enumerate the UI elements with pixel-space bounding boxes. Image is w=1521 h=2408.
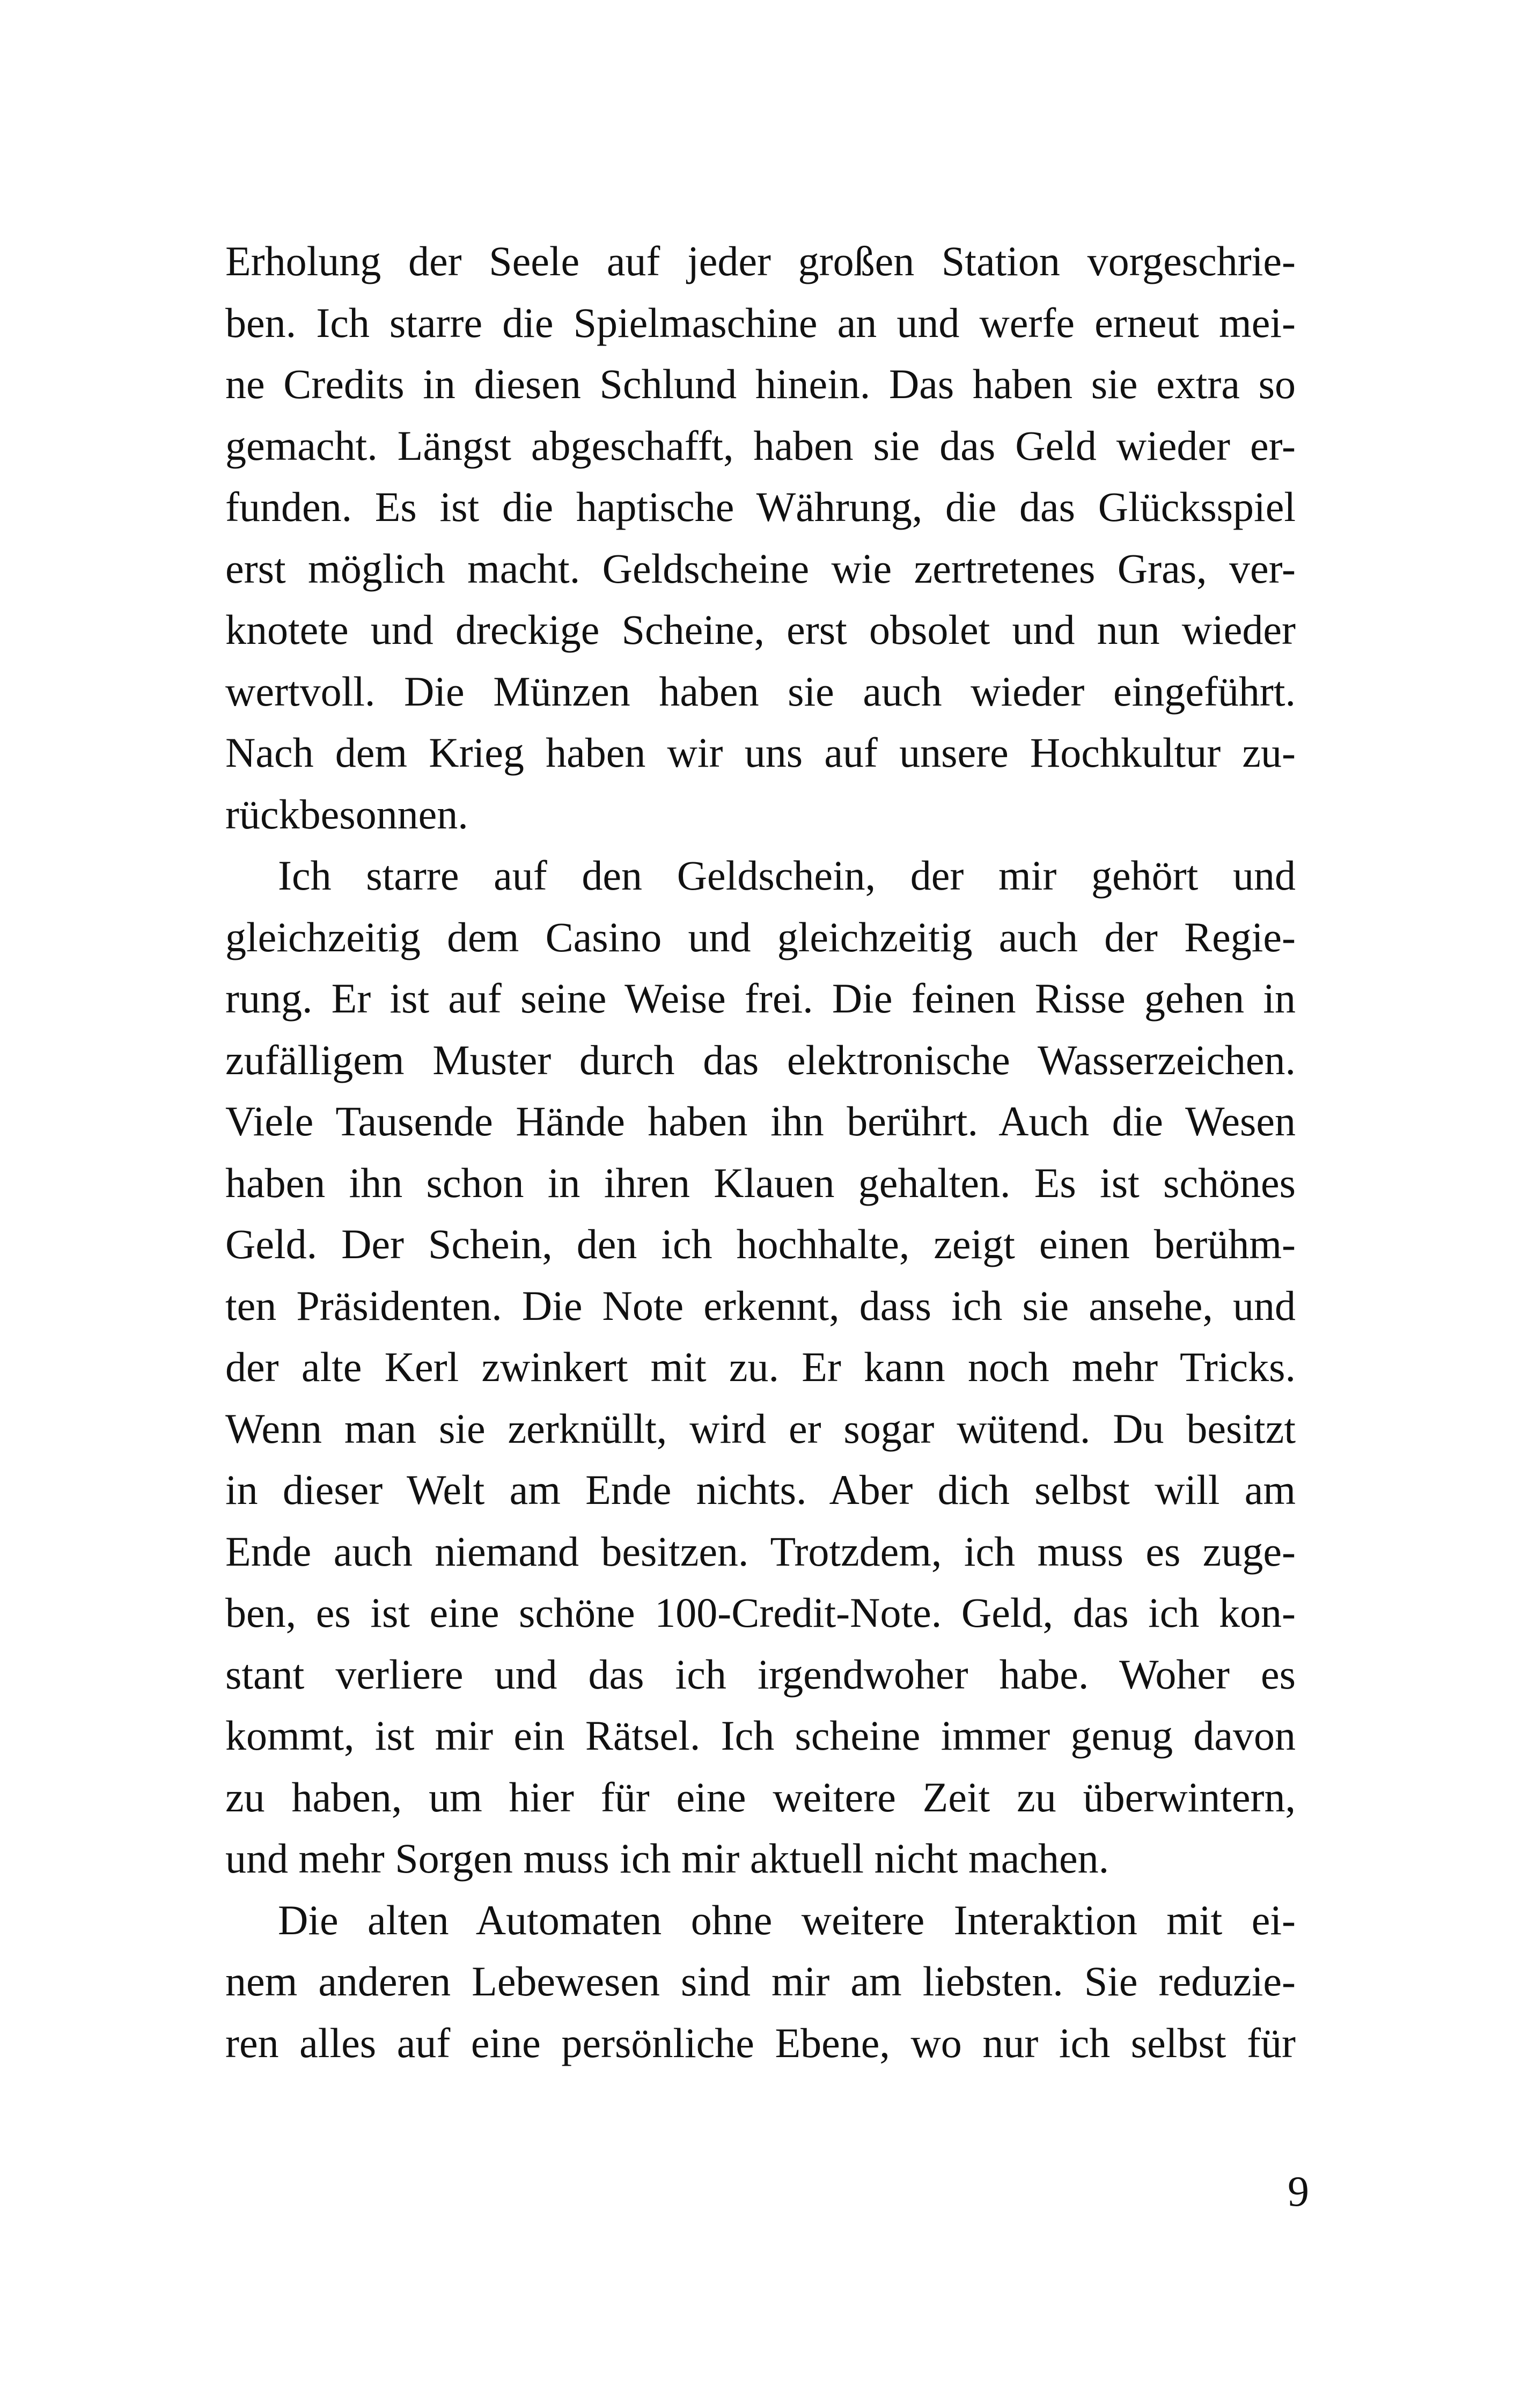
text-line: funden. Es ist die haptische Währung, die das Glücksspiel — [225, 483, 1296, 530]
paragraph-first-line: Ich starre auf den Geldschein, der mir gehört und — [278, 852, 1296, 899]
text-line: Wenn man sie zerknüllt, wird er sogar wütend. Du besitzt — [225, 1405, 1296, 1452]
paragraph-first-line: Die alten Automaten ohne weitere Interaktion mit ei- — [278, 1896, 1296, 1943]
text-line: zu haben, um hier für eine weitere Zeit zu überwintern, — [225, 1773, 1296, 1820]
text-line: zufälligem Muster durch das elektronische Wasserzeichen. — [225, 1036, 1296, 1083]
body-text — [225, 231, 1296, 2074]
text-line: kommt, ist mir ein Rätsel. Ich scheine immer genug davon — [225, 1712, 1296, 1759]
text-line: ben. Ich starre die Spielmaschine an und werfe erneut mei- — [225, 299, 1296, 346]
text-line: in dieser Welt am Ende nichts. Aber dich selbst will am — [225, 1466, 1296, 1513]
text-line: Ende auch niemand besitzen. Trotzdem, ich muss es zuge- — [225, 1528, 1296, 1575]
text-line: und mehr Sorgen muss ich mir aktuell nicht machen. — [225, 1835, 1109, 1882]
text-line: Viele Tausende Hände haben ihn berührt. Auch die Wesen — [225, 1098, 1296, 1144]
text-line: erst möglich macht. Geldscheine wie zertretenes Gras, ver- — [225, 545, 1296, 592]
text-line: Erholung der Seele auf jeder großen Station vorgeschrie- — [225, 238, 1296, 284]
text-line: rückbesonnen. — [225, 790, 468, 838]
text-line: nem anderen Lebewesen sind mir am liebsten. Sie reduzie- — [225, 1958, 1296, 2005]
text-line: ren alles auf eine persönliche Ebene, wo nur ich selbst für — [225, 2019, 1296, 2066]
text-line: Nach dem Krieg haben wir uns auf unsere Hochkultur zu- — [225, 729, 1296, 776]
text-line: haben ihn schon in ihren Klauen gehalten. Es ist schönes — [225, 1159, 1296, 1206]
text-line: ten Präsidenten. Die Note erkennt, dass ich sie ansehe, und — [225, 1282, 1296, 1329]
page-number: 9 — [1288, 2168, 1309, 2215]
text-line: knotete und dreckige Scheine, erst obsolet und nun wieder — [225, 606, 1296, 653]
text-line: wertvoll. Die Münzen haben sie auch wieder eingeführt. — [225, 667, 1296, 715]
text-line: ben, es ist eine schöne 100-Credit-Note. Geld, das ich kon- — [225, 1589, 1296, 1636]
text-line: gleichzeitig dem Casino und gleichzeitig auch der Regie- — [225, 913, 1296, 960]
text-line: stant verliere und das ich irgendwoher habe. Woher es — [225, 1650, 1296, 1698]
text-line: rung. Er ist auf seine Weise frei. Die feinen Risse gehen in — [225, 975, 1296, 1022]
text-line: Geld. Der Schein, den ich hochhalte, zeigt einen berühm- — [225, 1221, 1296, 1267]
text-line: gemacht. Längst abgeschafft, haben sie das Geld wieder er- — [225, 422, 1296, 469]
text-line: der alte Kerl zwinkert mit zu. Er kann noch mehr Tricks. — [225, 1344, 1296, 1390]
text-line: ne Credits in diesen Schlund hinein. Das haben sie extra so — [225, 361, 1296, 407]
